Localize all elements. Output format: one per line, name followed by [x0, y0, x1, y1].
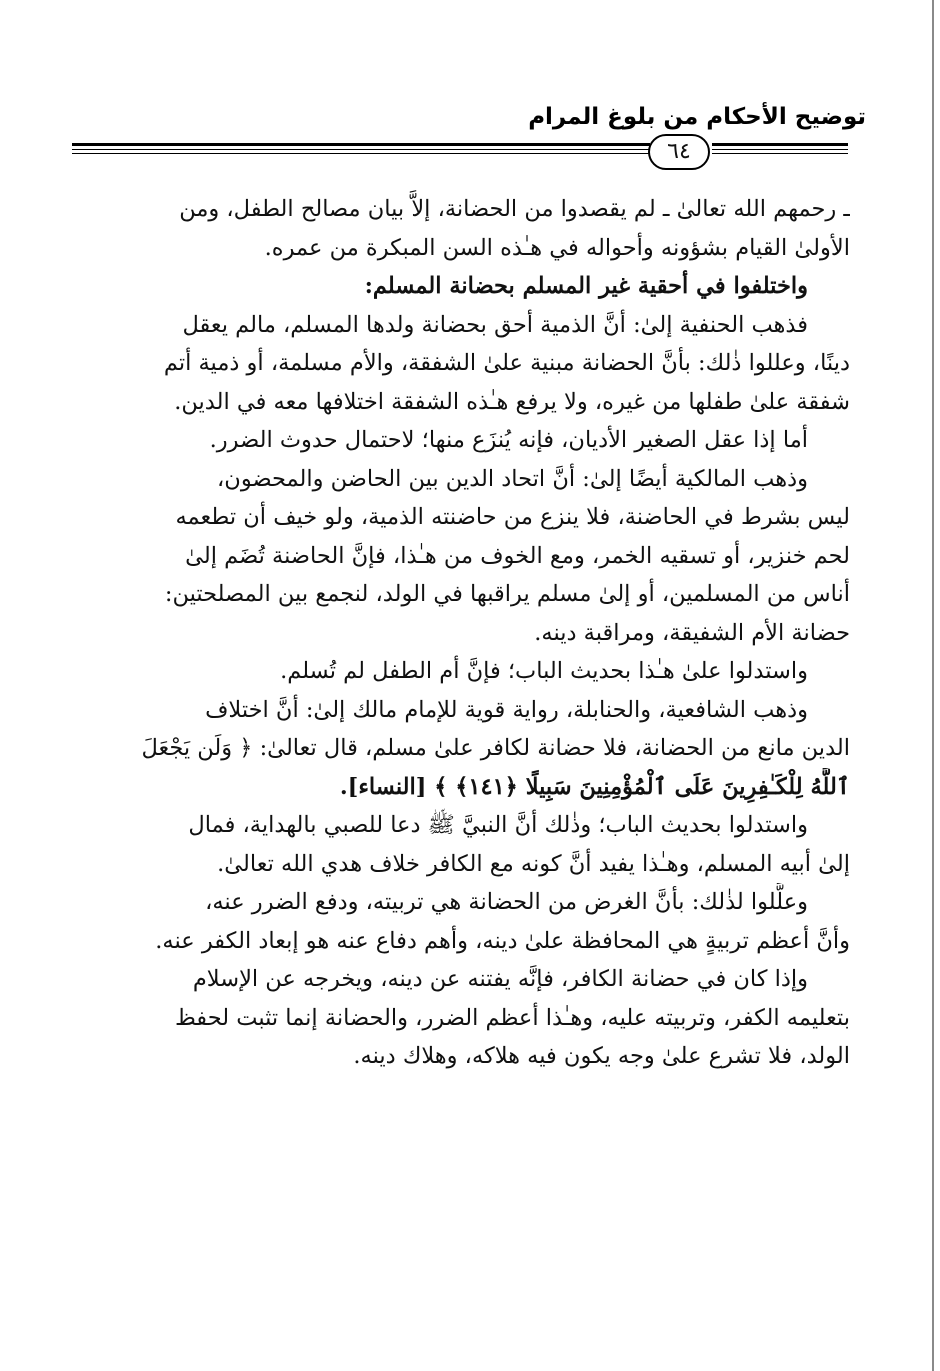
header-rule-left [72, 141, 650, 163]
text-line: واستدلوا بحديث الباب؛ وذٰلك أنَّ النبيَّ ﷺ دعا للصبي بالهداية، فمال [188, 812, 808, 838]
page-number: ٦٤ [648, 134, 710, 170]
text-line: إلىٰ أبيه المسلم، وهـٰذا يفيد أنَّ كونه مع الكافر خلاف هدي الله تعالىٰ. [217, 850, 850, 877]
text-line: وذهب الشافعية، والحنابلة، رواية قوية للإمام مالك إلىٰ: أنَّ اختلاف [205, 696, 808, 723]
text-line: ـ رحمهم الله تعالىٰ ـ لم يقصدوا من الحضانة، إلاَّ بيان مصالح الطفل، ومن [179, 196, 850, 222]
text-line: أما إذا عقل الصغير الأديان، فإنه يُنزَع منها؛ لاحتمال حدوث الضرر. [209, 427, 808, 453]
page-edge-line [932, 0, 934, 1371]
text-line: الولد، فلا تشرع علىٰ وجه يكون فيه هلاكه، وهلاك دينه. [353, 1043, 850, 1069]
text-line: واستدلوا علىٰ هـٰذا بحديث الباب؛ فإنَّ أم الطفل لم تُسلم. [280, 658, 808, 684]
text-line: وذهب المالكية أيضًا إلىٰ: أنَّ اتحاد الدين بين الحاضن والمحضون، [217, 465, 808, 492]
text-line: وإذا كان في حضانة الكافر، فإنَّه يفتنه عن دينه، ويخرجه عن الإسلام [192, 966, 808, 992]
text-line: حضانة الأم الشفيقة، ومراقبة دينه. [534, 619, 850, 646]
text-line: فذهب الحنفية إلىٰ: أنَّ الذمية أحق بحضانة ولدها المسلم، مالم يعقل [182, 311, 808, 338]
text-line: ليس بشرط في الحاضنة، فلا ينزع من حاضنته الذمية، ولو خيف أن تطعمه [175, 504, 850, 530]
header-rule-right [712, 141, 848, 163]
text-line: لحم خنزير، أو تسقيه الخمر، ومع الخوف من هـٰذا، فإنَّ الحاضنة تُضَم إلىٰ [185, 542, 850, 569]
body-text [70, 190, 850, 1076]
text-line: دينًا، وعللوا ذٰلك: بأنَّ الحضانة مبنية علىٰ الشفقة، والأم مسلمة، أو ذمية أتم [163, 350, 850, 376]
text-line: الأولىٰ القيام بشؤونه وأحواله في هـٰذه السن المبكرة من عمره. [264, 234, 850, 261]
text-line: شفقة علىٰ طفلها من غيره، ولا يرفع هـٰذه الشفقة اختلافها معه في الدين. [174, 388, 850, 415]
text-line: وعلَّلوا لذٰلك: بأنَّ الغرض من الحضانة هي تربيته، ودفع الضرر عنه، [205, 889, 808, 915]
text-line: أناس من المسلمين، أو إلىٰ مسلم يراقبها في الولد، لنجمع بين المصلحتين: [164, 581, 850, 607]
section-heading: واختلفوا في أحقية غير المسلم بحضانة المسلم: [364, 273, 808, 299]
text-line: الدين مانع من الحضانة، فلا حضانة لكافر علىٰ مسلم، قال تعالىٰ: ﴿ وَلَن يَجْعَلَ [141, 735, 850, 761]
quran-verse-line: ٱللَّهُ لِلْكَـٰفِرِينَ عَلَى ٱلْمُؤْمِنِينَ سَبِيلًا ﴿١٤١﴾ ﴾ [النساء]. [339, 773, 850, 800]
text-line: وأنَّ أعظم تربيةٍ هي المحافظة علىٰ دينه، وأهم دفاع عنه هو إبعاد الكفر عنه. [155, 927, 850, 954]
text-line: بتعليمه الكفر، وتربيته عليه، وهـٰذا أعظم الضرر، والحضانة إنما تثبت لحفظ [174, 1004, 850, 1031]
running-header-title: توضيح الأحكام من بلوغ المرام [528, 104, 866, 130]
